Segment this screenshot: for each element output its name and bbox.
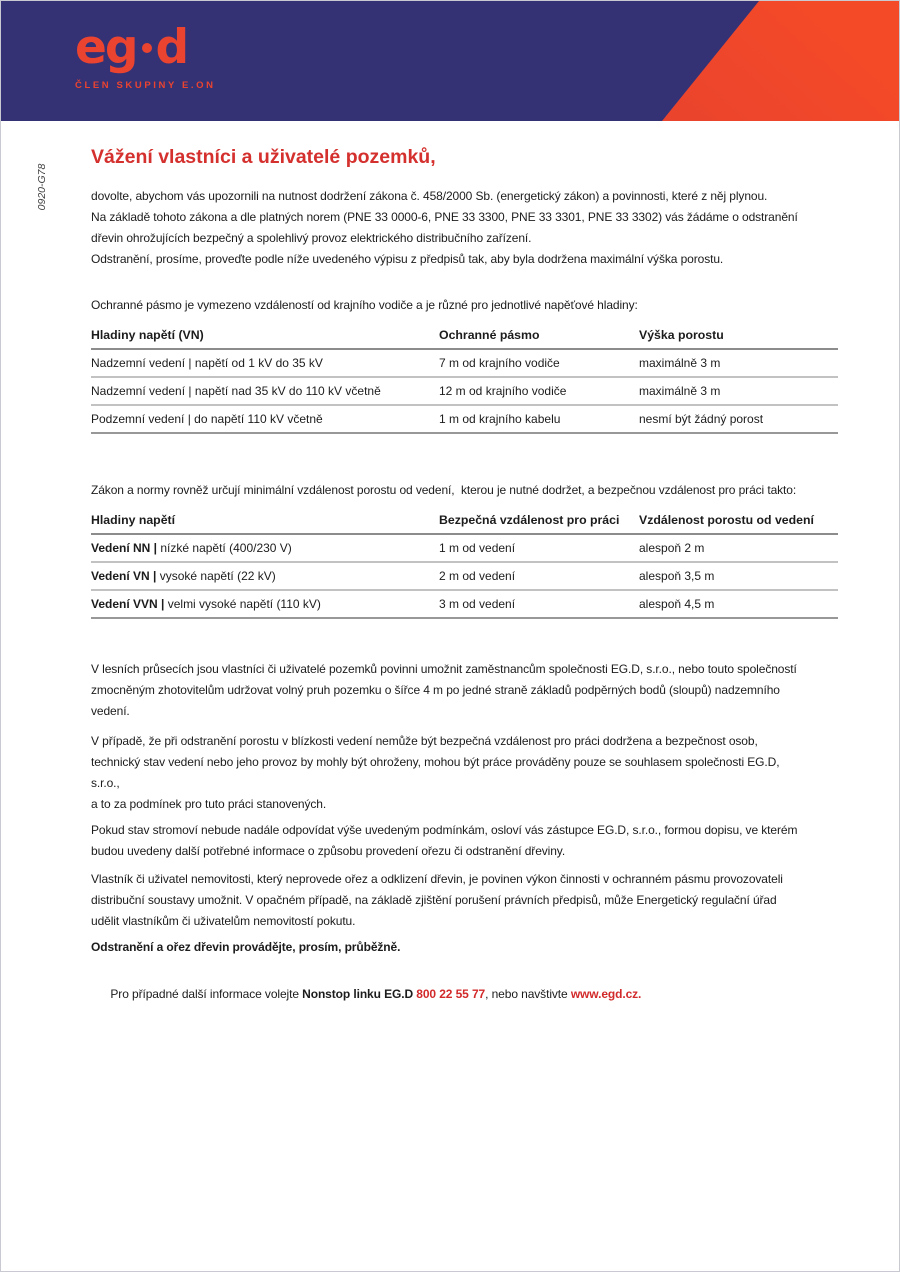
table-cell: 3 m od vedení [439,597,516,611]
table-header-row [91,507,838,535]
text-line: budou uvedeny další potřebné informace o způsobu provedení ořezu či odstranění dřeviny. [91,844,566,858]
text-line: Odstranění, prosíme, proveďte podle níže uvedeného výpisu z předpisů tak, aby byla dodržena maximální výška porostu. [91,252,724,266]
logo-text-d: d [155,20,188,75]
form-code-vertical: 0920-G78 [36,163,48,211]
text-line: vedení. [91,704,130,718]
table-row [91,591,838,619]
table-cell: Podzemní vedení | do napětí 110 kV včetně [91,412,323,426]
table-cell: alespoň 2 m [639,541,705,555]
table-cell: Nadzemní vedení | napětí od 1 kV do 35 kV [91,356,323,370]
table-cell: alespoň 3,5 m [639,569,715,583]
table-cell: 2 m od vedení [439,569,516,583]
table-header-cell: Výška porostu [639,328,724,342]
voltage-level-label: Vedení VN | [91,569,157,583]
table-cell: 1 m od krajního kabelu [439,412,561,426]
hotline-label: Nonstop linku EG.D [302,987,417,1001]
table-cell: Nadzemní vedení | napětí nad 35 kV do 110 kV včetně [91,384,381,398]
table-cell: 7 m od krajního vodiče [439,356,560,370]
penalty-paragraph [91,869,861,932]
voltage-level-label: Vedení VVN | [91,597,165,611]
header-banner [1,1,899,121]
text-line: zmocněným zhotovitelům udržovat volný pruh pozemku o šířce 4 m po jedné straně základů podpěrných bodů (sloupů) nadzemního [91,683,780,697]
text-line: distribuční soustavy umožnit. V opačném případě, na základě zjištění porušení právních předpisů, může Energetický regulační úřad [91,893,777,907]
table-cell: nesmí být žádný porost [639,412,764,426]
logo-tagline: ČLEN SKUPINY E.ON [75,80,216,91]
work-distance-table [91,507,838,619]
contact-info-line [91,963,861,1026]
contact-text: , nebo navštivte [485,987,571,1001]
hotline-phone-number: 800 22 55 77 [416,987,486,1001]
text-line: technický stav vedení nebo jeho provoz by mohly být ohroženy, mohou být práce prováděny pouze se souhlasem společnosti EG.D, [91,755,780,769]
notification-letter-paragraph [91,820,861,862]
website-url: www.egd.cz. [570,987,642,1001]
table-cell: maximálně 3 m [639,356,721,370]
text-line: dovolte, abychom vás upozornili na nutnost dodržení zákona č. 458/2000 Sb. (energetický zákon) a povinnosti, které z něj plynou. [91,189,768,203]
table-cell: 12 m od krajního vodiče [439,384,567,398]
protection-zone-lead: Ochranné pásmo je vymezeno vzdáleností od krajního vodiče a je různé pro jednotlivé napěťové hladiny: [91,298,638,312]
distance-rules-lead: Zákon a normy rovněž určují minimální vzdálenost porostu od vedení, kterou je nutné dodržet, a bezpečnou vzdálenost pro práci takto: [91,483,797,497]
table-cell [91,535,439,561]
contact-text: Pro případné další informace volejte [110,987,303,1001]
voltage-level-desc: velmi vysoké napětí (110 kV) [164,597,321,611]
safety-consent-paragraph [91,731,861,815]
text-line: s.r.o., [91,776,120,790]
egd-logo [75,20,216,91]
table-header-cell: Hladiny napětí [91,513,176,527]
voltage-level-desc: nízké napětí (400/230 V) [157,541,292,555]
continuous-removal-note: Odstranění a ořez dřevin provádějte, prosím, průběžně. [91,940,401,954]
logo-wordmark [75,20,216,75]
text-line: udělit vlastníkům či uživatelům nemovitostí pokutu. [91,914,356,928]
table-header-cell: Bezpečná vzdálenost pro práci [439,513,620,527]
table-cell: maximálně 3 m [639,384,721,398]
text-line: V případě, že při odstranění porostu v blízkosti vedení nemůže být bezpečná vzdálenost pro práci dodržena a bezpečnost osob, [91,734,758,748]
protection-zone-table [91,322,838,434]
table-row [91,535,838,563]
table-header-row [91,322,838,350]
table-header-cell: Hladiny napětí (VN) [91,328,204,342]
page-title: Vážení vlastníci a uživatelé pozemků, [91,146,436,168]
voltage-level-label: Vedení NN | [91,541,158,555]
table-cell: 1 m od vedení [439,541,516,555]
table-cell [91,563,439,589]
table-header-cell: Ochranné pásmo [439,328,540,342]
forest-clearings-paragraph [91,659,861,722]
table-row [91,406,838,434]
text-line: Vlastník či uživatel nemovitosti, který neprovede ořez a odklizení dřevin, je povinen výkon činnosti v ochranném pásmu provozovateli [91,872,783,886]
table-row [91,350,838,378]
text-line: a to za podmínek pro tuto práci stanovených. [91,797,327,811]
table-cell [91,591,439,617]
voltage-level-desc: vysoké napětí (22 kV) [156,569,276,583]
text-line: V lesních průsecích jsou vlastníci či uživatelé pozemků povinni umožnit zaměstnancům společnosti EG.D, s.r.o., nebo touto společností [91,662,797,676]
text-line: Na základě tohoto zákona a dle platných norem (PNE 33 0000-6, PNE 33 3300, PNE 33 3301, PNE 33 3302) vás žádáme o odstranění [91,210,798,224]
intro-paragraph [91,186,861,270]
logo-text-eg: eg [75,20,137,75]
table-row [91,563,838,591]
letter-content [91,121,861,1026]
text-line: Pokud stav stromoví nebude nadále odpovídat výše uvedeným podmínkám, osloví vás zástupce EG.D, s.r.o., formou dopisu, ve kterém [91,823,798,837]
table-row [91,378,838,406]
table-header-cell: Vzdálenost porostu od vedení [639,513,814,527]
table-cell: alespoň 4,5 m [639,597,715,611]
text-line: dřevin ohrožujících bezpečný a spolehlivý provoz elektrického distribučního zařízení. [91,231,532,245]
logo-dot-icon [142,43,152,53]
